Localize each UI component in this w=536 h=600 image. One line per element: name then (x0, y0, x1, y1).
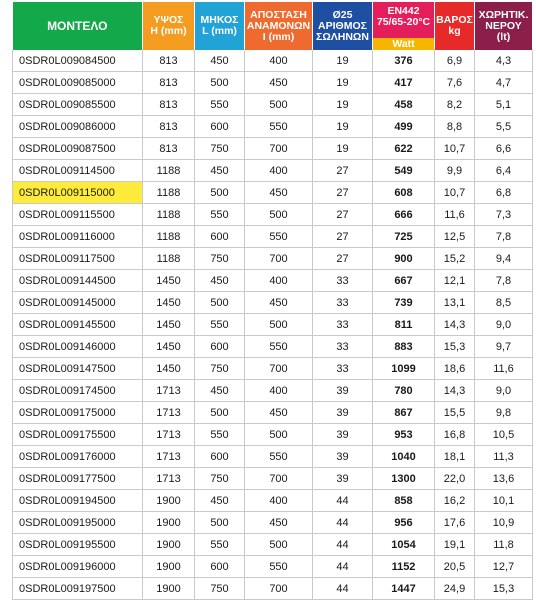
distance-cell: 500 (245, 534, 313, 556)
tubes-cell: 27 (313, 182, 373, 204)
weight-cell: 13,1 (435, 292, 475, 314)
length-cell: 750 (195, 358, 245, 380)
water-cell: 7,8 (475, 226, 533, 248)
watt-cell: 376 (373, 50, 435, 72)
table-row (13, 50, 533, 72)
length-cell: 750 (195, 138, 245, 160)
distance-cell: 450 (245, 402, 313, 424)
tubes-cell: 39 (313, 380, 373, 402)
length-cell: 450 (195, 380, 245, 402)
model-cell: 0SDR0L009175500 (13, 424, 143, 446)
tubes-cell: 39 (313, 402, 373, 424)
header-water-title: ΧΩΡΗΤΙΚ. (478, 8, 529, 21)
length-cell: 450 (195, 490, 245, 512)
distance-cell: 400 (245, 490, 313, 512)
height-cell: 1450 (143, 270, 195, 292)
weight-cell: 7,6 (435, 72, 475, 94)
model-cell: 0SDR0L009197500 (13, 578, 143, 600)
model-cell: 0SDR0L009177500 (13, 468, 143, 490)
watt-cell: 900 (373, 248, 435, 270)
height-cell: 813 (143, 94, 195, 116)
tubes-cell: 27 (313, 204, 373, 226)
length-cell: 450 (195, 50, 245, 72)
watt-cell: 667 (373, 270, 435, 292)
tubes-cell: 39 (313, 446, 373, 468)
tubes-cell: 44 (313, 578, 373, 600)
weight-cell: 12,5 (435, 226, 475, 248)
height-cell: 1713 (143, 380, 195, 402)
distance-cell: 400 (245, 270, 313, 292)
distance-cell: 450 (245, 182, 313, 204)
length-cell: 600 (195, 116, 245, 138)
water-cell: 6,6 (475, 138, 533, 160)
weight-cell: 17,6 (435, 512, 475, 534)
height-cell: 1900 (143, 556, 195, 578)
table-row (13, 138, 533, 160)
distance-cell: 700 (245, 138, 313, 160)
distance-cell: 500 (245, 314, 313, 336)
model-cell: 0SDR0L009175000 (13, 402, 143, 424)
tubes-cell: 33 (313, 314, 373, 336)
length-cell: 550 (195, 314, 245, 336)
length-cell: 600 (195, 556, 245, 578)
distance-cell: 550 (245, 446, 313, 468)
table-row (13, 72, 533, 94)
model-cell: 0SDR0L009146000 (13, 336, 143, 358)
watt-cell: 953 (373, 424, 435, 446)
water-cell: 11,8 (475, 534, 533, 556)
table-row (13, 94, 533, 116)
table-body (13, 50, 533, 600)
header-tubes (313, 2, 373, 50)
weight-cell: 19,1 (435, 534, 475, 556)
tubes-cell: 27 (313, 226, 373, 248)
water-cell: 10,5 (475, 424, 533, 446)
model-cell: 0SDR0L009176000 (13, 446, 143, 468)
height-cell: 1188 (143, 182, 195, 204)
watt-cell: 458 (373, 94, 435, 116)
water-cell: 9,0 (475, 380, 533, 402)
header-weight (435, 2, 475, 50)
water-cell: 5,5 (475, 116, 533, 138)
model-cell: 0SDR0L009195500 (13, 534, 143, 556)
model-cell: 0SDR0L009116000 (13, 226, 143, 248)
watt-cell: 417 (373, 72, 435, 94)
water-cell: 4,3 (475, 50, 533, 72)
watt-cell: 1152 (373, 556, 435, 578)
water-cell: 6,8 (475, 182, 533, 204)
watt-cell: 499 (373, 116, 435, 138)
weight-cell: 22,0 (435, 468, 475, 490)
weight-cell: 18,6 (435, 358, 475, 380)
header-height (143, 2, 195, 50)
distance-cell: 450 (245, 512, 313, 534)
watt-cell: 883 (373, 336, 435, 358)
height-cell: 1713 (143, 402, 195, 424)
length-cell: 750 (195, 578, 245, 600)
height-cell: 1900 (143, 578, 195, 600)
table-row (13, 534, 533, 556)
spec-table (12, 2, 533, 600)
water-cell: 15,3 (475, 578, 533, 600)
watt-cell: 725 (373, 226, 435, 248)
header-distance-title2: ΑΝΑΜΟΝΩΝ (246, 19, 311, 32)
distance-cell: 450 (245, 292, 313, 314)
model-cell: 0SDR0L009174500 (13, 380, 143, 402)
height-cell: 1450 (143, 358, 195, 380)
model-cell: 0SDR0L009086000 (13, 116, 143, 138)
length-cell: 550 (195, 94, 245, 116)
watt-cell: 1040 (373, 446, 435, 468)
header-en442 (373, 2, 435, 50)
water-cell: 10,1 (475, 490, 533, 512)
table-row (13, 160, 533, 182)
header-distance-unit: I (mm) (262, 30, 295, 43)
length-cell: 750 (195, 468, 245, 490)
table-row (13, 468, 533, 490)
weight-cell: 24,9 (435, 578, 475, 600)
tubes-cell: 44 (313, 490, 373, 512)
water-cell: 9,4 (475, 248, 533, 270)
distance-cell: 400 (245, 380, 313, 402)
weight-cell: 16,8 (435, 424, 475, 446)
height-cell: 813 (143, 72, 195, 94)
model-cell: 0SDR0L009087500 (13, 138, 143, 160)
watt-cell: 549 (373, 160, 435, 182)
length-cell: 600 (195, 446, 245, 468)
distance-cell: 400 (245, 160, 313, 182)
header-water-unit: (lt) (496, 30, 511, 43)
model-cell: 0SDR0L009145500 (13, 314, 143, 336)
header-length-title: ΜΗΚΟΣ (200, 14, 239, 26)
table-row (13, 380, 533, 402)
table-row (13, 226, 533, 248)
model-cell: 0SDR0L009194500 (13, 490, 143, 512)
header-water-title2: ΝΕΡΟΥ (485, 19, 522, 32)
weight-cell: 11,6 (435, 204, 475, 226)
table-row (13, 182, 533, 204)
model-cell: 0SDR0L009144500 (13, 270, 143, 292)
tubes-cell: 33 (313, 270, 373, 292)
tubes-cell: 33 (313, 292, 373, 314)
watt-cell: 1054 (373, 534, 435, 556)
model-cell: 0SDR0L009115500 (13, 204, 143, 226)
watt-cell: 858 (373, 490, 435, 512)
weight-cell: 20,5 (435, 556, 475, 578)
table-row (13, 512, 533, 534)
length-cell: 450 (195, 270, 245, 292)
height-cell: 1713 (143, 424, 195, 446)
distance-cell: 700 (245, 578, 313, 600)
weight-cell: 15,2 (435, 248, 475, 270)
watt-cell: 1300 (373, 468, 435, 490)
tubes-cell: 44 (313, 534, 373, 556)
height-cell: 1900 (143, 534, 195, 556)
water-cell: 11,6 (475, 358, 533, 380)
header-weight-title: ΒΑΡΟΣ (436, 14, 473, 26)
length-cell: 500 (195, 512, 245, 534)
table-row (13, 292, 533, 314)
model-cell: 0SDR0L009085000 (13, 72, 143, 94)
tubes-cell: 39 (313, 424, 373, 446)
weight-cell: 8,8 (435, 116, 475, 138)
watt-cell: 739 (373, 292, 435, 314)
table-row (13, 424, 533, 446)
model-cell: 0SDR0L009196000 (13, 556, 143, 578)
length-cell: 550 (195, 424, 245, 446)
header-distance (245, 2, 313, 50)
tubes-cell: 27 (313, 160, 373, 182)
distance-cell: 700 (245, 468, 313, 490)
distance-cell: 700 (245, 248, 313, 270)
watt-cell: 956 (373, 512, 435, 534)
weight-cell: 15,3 (435, 336, 475, 358)
tubes-cell: 44 (313, 556, 373, 578)
water-cell: 9,8 (475, 402, 533, 424)
weight-cell: 8,2 (435, 94, 475, 116)
height-cell: 1713 (143, 446, 195, 468)
watt-cell: 666 (373, 204, 435, 226)
water-cell: 13,6 (475, 468, 533, 490)
height-cell: 1188 (143, 248, 195, 270)
weight-cell: 10,7 (435, 138, 475, 160)
length-cell: 550 (195, 534, 245, 556)
distance-cell: 500 (245, 94, 313, 116)
height-cell: 1450 (143, 336, 195, 358)
height-cell: 813 (143, 50, 195, 72)
tubes-cell: 19 (313, 116, 373, 138)
length-cell: 500 (195, 292, 245, 314)
water-cell: 9,7 (475, 336, 533, 358)
watt-cell: 867 (373, 402, 435, 424)
table-row (13, 402, 533, 424)
watt-cell: 1447 (373, 578, 435, 600)
weight-cell: 14,3 (435, 380, 475, 402)
water-cell: 7,3 (475, 204, 533, 226)
tubes-cell: 33 (313, 358, 373, 380)
spec-table-container (12, 2, 532, 600)
weight-cell: 18,1 (435, 446, 475, 468)
table-row (13, 116, 533, 138)
distance-cell: 550 (245, 226, 313, 248)
tubes-cell: 27 (313, 248, 373, 270)
tubes-cell: 19 (313, 72, 373, 94)
header-tubes-diameter: Ø25 (332, 8, 353, 21)
header-tubes-title2: ΣΩΛΗΝΩΝ (316, 30, 369, 43)
model-cell: 0SDR0L009195000 (13, 512, 143, 534)
water-cell: 6,4 (475, 160, 533, 182)
tubes-cell: 19 (313, 50, 373, 72)
weight-cell: 14,3 (435, 314, 475, 336)
height-cell: 1188 (143, 226, 195, 248)
height-cell: 1188 (143, 160, 195, 182)
water-cell: 5,1 (475, 94, 533, 116)
length-cell: 750 (195, 248, 245, 270)
water-cell: 7,8 (475, 270, 533, 292)
table-row (13, 204, 533, 226)
tubes-cell: 39 (313, 468, 373, 490)
water-cell: 4,7 (475, 72, 533, 94)
tubes-cell: 19 (313, 94, 373, 116)
distance-cell: 550 (245, 556, 313, 578)
watt-cell: 1099 (373, 358, 435, 380)
weight-cell: 6,9 (435, 50, 475, 72)
distance-cell: 550 (245, 336, 313, 358)
header-en442-unit: Watt (373, 38, 434, 50)
header-en442-title: EN442 (387, 5, 420, 17)
table-row (13, 314, 533, 336)
length-cell: 500 (195, 402, 245, 424)
header-length-unit: L (mm) (202, 25, 237, 37)
distance-cell: 500 (245, 204, 313, 226)
height-cell: 1188 (143, 204, 195, 226)
table-row (13, 578, 533, 600)
header-model: ΜΟΝΤΕΛΟ (13, 2, 143, 50)
length-cell: 600 (195, 226, 245, 248)
height-cell: 813 (143, 138, 195, 160)
table-row (13, 270, 533, 292)
height-cell: 1713 (143, 468, 195, 490)
distance-cell: 500 (245, 424, 313, 446)
water-cell: 12,7 (475, 556, 533, 578)
height-cell: 1900 (143, 512, 195, 534)
tubes-cell: 44 (313, 512, 373, 534)
weight-cell: 12,1 (435, 270, 475, 292)
model-cell: 0SDR0L009117500 (13, 248, 143, 270)
table-row (13, 446, 533, 468)
table-row (13, 490, 533, 512)
header-height-title: ΥΨΟΣ (153, 14, 184, 26)
length-cell: 600 (195, 336, 245, 358)
header-row (13, 2, 533, 50)
header-distance-title: ΑΠΟΣΤΑΣΗ (250, 8, 307, 21)
watt-cell: 780 (373, 380, 435, 402)
length-cell: 550 (195, 204, 245, 226)
distance-cell: 550 (245, 116, 313, 138)
tubes-cell: 19 (313, 138, 373, 160)
tubes-cell: 33 (313, 336, 373, 358)
water-cell: 8,5 (475, 292, 533, 314)
model-cell: 0SDR0L009147500 (13, 358, 143, 380)
height-cell: 1450 (143, 292, 195, 314)
distance-cell: 700 (245, 358, 313, 380)
header-length (195, 2, 245, 50)
model-cell: 0SDR0L009084500 (13, 50, 143, 72)
height-cell: 1900 (143, 490, 195, 512)
table-row (13, 248, 533, 270)
header-en442-conditions: 75/65-20°C (376, 16, 431, 28)
header-tubes-title: ΑΡΙΘΜΟΣ (318, 19, 367, 32)
model-cell: 0SDR0L009085500 (13, 94, 143, 116)
table-row (13, 336, 533, 358)
distance-cell: 450 (245, 72, 313, 94)
water-cell: 11,3 (475, 446, 533, 468)
watt-cell: 622 (373, 138, 435, 160)
watt-cell: 608 (373, 182, 435, 204)
header-water (475, 2, 533, 50)
distance-cell: 400 (245, 50, 313, 72)
model-cell: 0SDR0L009115000 (13, 182, 143, 204)
weight-cell: 9,9 (435, 160, 475, 182)
length-cell: 500 (195, 182, 245, 204)
model-cell: 0SDR0L009114500 (13, 160, 143, 182)
table-row (13, 358, 533, 380)
water-cell: 10,9 (475, 512, 533, 534)
weight-cell: 16,2 (435, 490, 475, 512)
water-cell: 9,0 (475, 314, 533, 336)
model-cell: 0SDR0L009145000 (13, 292, 143, 314)
height-cell: 1450 (143, 314, 195, 336)
table-row (13, 556, 533, 578)
header-weight-unit: kg (448, 25, 461, 37)
length-cell: 500 (195, 72, 245, 94)
weight-cell: 10,7 (435, 182, 475, 204)
weight-cell: 15,5 (435, 402, 475, 424)
length-cell: 450 (195, 160, 245, 182)
height-cell: 813 (143, 116, 195, 138)
watt-cell: 811 (373, 314, 435, 336)
header-height-unit: H (mm) (150, 25, 187, 37)
